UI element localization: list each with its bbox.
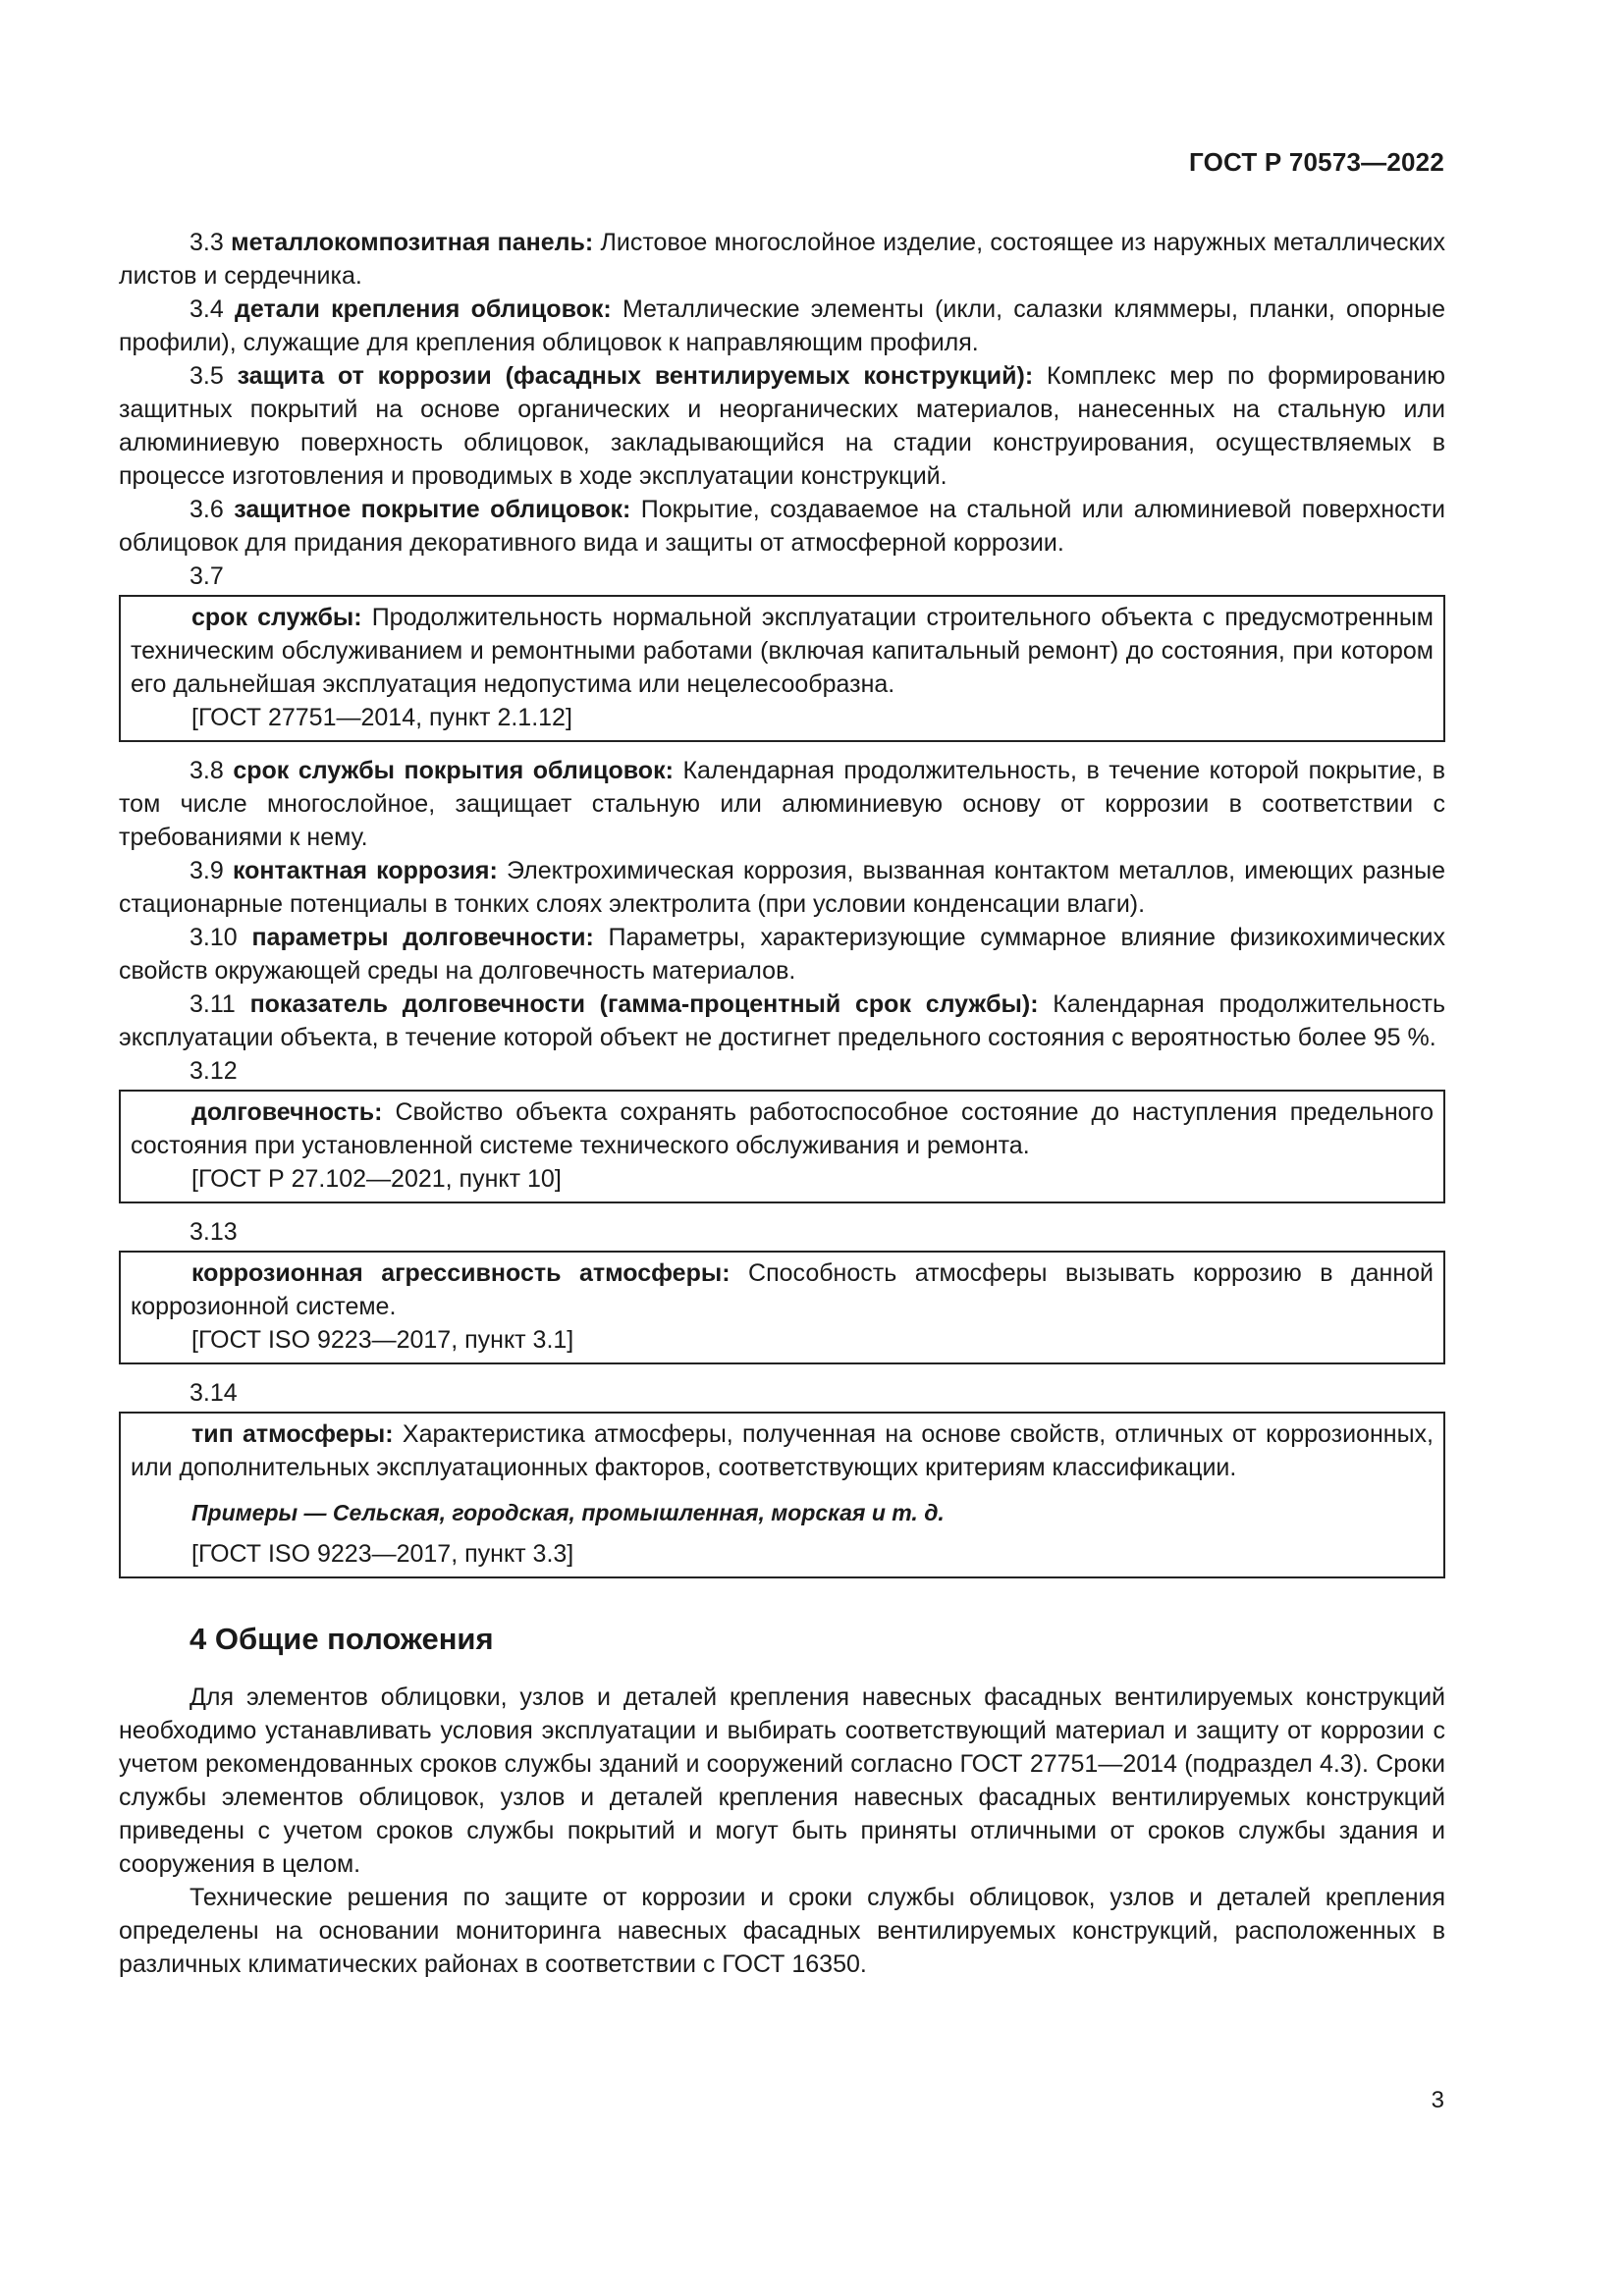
definition-3-10: 3.10 параметры долговечности: Параметры, характеризующие суммарное влияние физикохимических свойств окружающей среды на долговечность материалов. (119, 924, 1445, 985)
term: срок службы покрытия облицовок: (233, 757, 674, 784)
term: контактная коррозия: (232, 857, 498, 884)
section-paragraph: Технические решения по защите от коррозии и сроки службы облицовок, узлов и деталей крепления определены на основании мониторинга навесных фасадных вентилируемых конструкций, расположенных в различных климатических районах в соответствии с ГОСТ 16350. (119, 1884, 1445, 1978)
term-box-3-13 (119, 1251, 1445, 1364)
definition-text: долговечность: Свойство объекта сохранять работоспособное состояние до наступления предельного состояния при установленной системе технического обслуживания и ремонта. (131, 1098, 1435, 1159)
source-reference: [ГОСТ ISO 9223—2017, пункт 3.3] (191, 1540, 574, 1568)
term: металлокомпозитная панель: (231, 229, 594, 256)
document-body (119, 226, 1445, 1981)
definition-3-8: 3.8 срок службы покрытия облицовок: Календарная продолжительность, в течение которой покрытие, в том числе многослойное, защищает стальную или алюминиевую основу от коррозии в соответствии с требованиями к нему. (119, 757, 1445, 851)
term: детали крепления облицовок: (235, 295, 612, 323)
definition-number: 3.12 (189, 1057, 238, 1085)
definition-text: коррозионная агрессивность атмосферы: Способность атмосферы вызывать коррозию в данной коррозионной системе. (131, 1259, 1434, 1320)
definition-3-6: 3.6 защитное покрытие облицовок: Покрытие, создаваемое на стальной или алюминиевой поверхности облицовок для придания декоративного вида и защиты от атмосферной коррозии. (119, 496, 1445, 557)
source-reference: [ГОСТ 27751—2014, пункт 2.1.12] (191, 704, 572, 731)
source-reference: [ГОСТ ISO 9223—2017, пункт 3.1] (191, 1326, 574, 1354)
term: параметры долговечности: (251, 924, 594, 951)
definition-text: срок службы: Продолжительность нормальной эксплуатации строительного объекта с предусмотренным техническим обслуживанием и ремонтными работами (включая капитальный ремонт) до состояния, при котором его дальнейшая эксплуатация недопустима или нецелесообразна. (131, 604, 1434, 698)
definition-number: 3.14 (189, 1379, 238, 1407)
term: показатель долговечности (гамма-процентный срок службы): (249, 990, 1039, 1018)
source-reference: [ГОСТ Р 27.102—2021, пункт 10] (191, 1165, 562, 1193)
definition-3-4: 3.4 детали крепления облицовок: Металлические элементы (икли, салазки кляммеры, планки, опорные профили), служащие для крепления облицовок к направляющим профиля. (119, 295, 1445, 356)
term: защита от коррозии (фасадных вентилируемых конструкций): (237, 362, 1034, 390)
term-box-3-12 (119, 1090, 1445, 1203)
definition-3-5: 3.5 защита от коррозии (фасадных вентилируемых конструкций): Комплекс мер по формированию защитных покрытий на основе органических и неорганических материалов, нанесенных на стальную или алюминиевую поверхность облицовок, закладывающийся на стадии конструирования, осуществляемых в процессе изготовления и проводимых в ходе эксплуатации конструкций. (119, 362, 1446, 490)
term-box-3-14 (119, 1412, 1445, 1578)
definition-3-3: 3.3 металлокомпозитная панель: Листовое многослойное изделие, состоящее из наружных металлических листов и сердечника. (119, 229, 1445, 290)
example-note: Примеры — Сельская, городская, промышленная, морская и т. д. (191, 1500, 945, 1525)
section-heading: 4 Общие положения (189, 1622, 494, 1656)
definition-3-11: 3.11 показатель долговечности (гамма-процентный срок службы): Календарная продолжительность эксплуатации объекта, в течение которой объект не достигнет предельного состояния с вероятностью более 95 %. (119, 990, 1445, 1051)
term-box-3-7 (119, 595, 1445, 742)
definition-number: 3.7 (189, 562, 224, 590)
term: защитное покрытие облицовок: (234, 496, 631, 523)
definition-3-9: 3.9 контактная коррозия: Электрохимическая коррозия, вызванная контактом металлов, имеющих разные стационарные потенциалы в тонких слоях электролита (при условии конденсации влаги). (119, 857, 1445, 918)
section-paragraph: Для элементов облицовки, узлов и деталей крепления навесных фасадных вентилируемых конструкций необходимо устанавливать условия эксплуатации и выбирать соответствующий материал и защиту от коррозии с учетом рекомендованных сроков службы зданий и сооружений согласно ГОСТ 27751—2014 (подраздел 4.3). Сроки службы элементов облицовок, узлов и деталей крепления навесных фасадных вентилируемых конструкций приведены с учетом сроков службы покрытий и могут быть приняты отличными от сроков службы здания и сооружения в целом. (119, 1683, 1445, 1878)
definition-text: тип атмосферы: Характеристика атмосферы, полученная на основе свойств, отличных от коррозионных, или дополнительных эксплуатационных факторов, соответствующих критериям классификации. (131, 1420, 1434, 1481)
document-code: ГОСТ Р 70573—2022 (1189, 147, 1444, 177)
page-number: 3 (1431, 2087, 1444, 2113)
definition-number: 3.13 (189, 1218, 238, 1246)
